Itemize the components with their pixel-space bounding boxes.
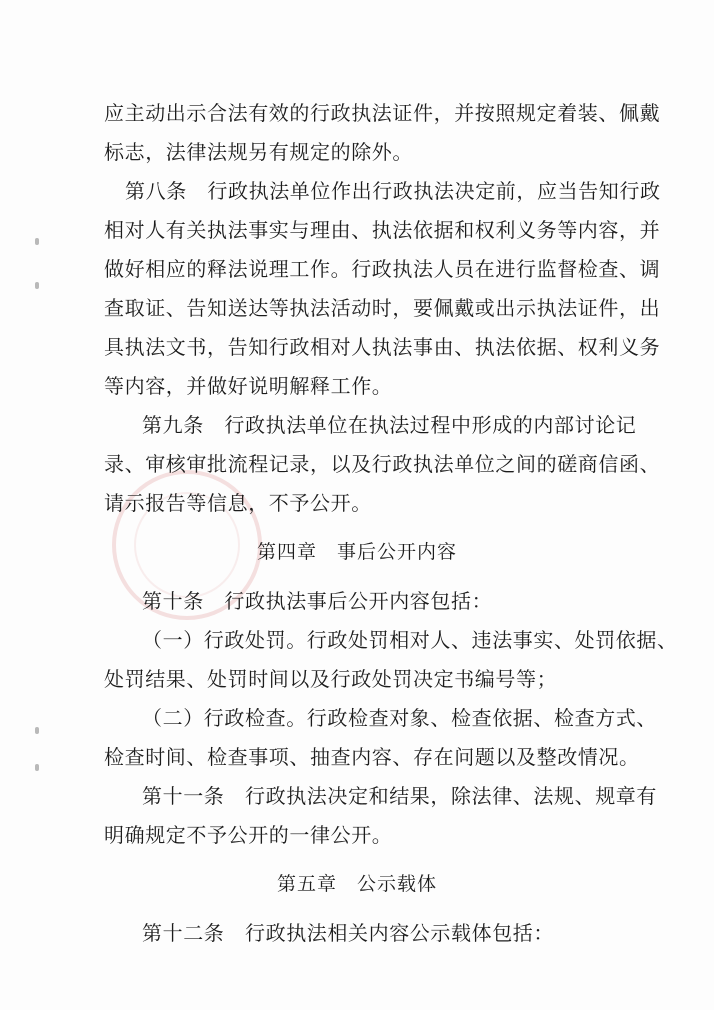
chapter-4-heading: 第四章 事后公开内容 bbox=[256, 541, 457, 563]
binding-hole-mark bbox=[35, 238, 39, 245]
chapter-5-heading: 第五章 公示载体 bbox=[276, 873, 437, 895]
body-text-line: 相对人有关执法事实与理由、执法依据和权利义务等内容，并 bbox=[104, 218, 661, 242]
article-9-line: 第九条 行政执法单位在执法过程中形成的内部讨论记 bbox=[142, 413, 637, 437]
body-text-line: 标志，法律法规另有规定的除外。 bbox=[104, 140, 413, 164]
list-item-line: （一）行政处罚。行政处罚相对人、违法事实、处罚依据、 bbox=[142, 628, 678, 652]
article-12-line: 第十二条 行政执法相关内容公示载体包括： bbox=[142, 921, 554, 945]
body-text-line: 查取证、告知送达等执法活动时，要佩戴或出示执法证件，出 bbox=[104, 296, 661, 320]
article-11-line: 第十一条 行政执法决定和结果，除法律、法规、规章有 bbox=[142, 784, 657, 808]
body-text-line: 录、审核审批流程记录，以及行政执法单位之间的磋商信函、 bbox=[104, 452, 661, 476]
article-10-line: 第十条 行政执法事后公开内容包括： bbox=[142, 589, 493, 613]
body-text-line: 请示报告等信息，不予公开。 bbox=[104, 491, 372, 515]
body-text-line: 应主动出示合法有效的行政执法证件，并按照规定着装、佩戴 bbox=[104, 101, 661, 125]
binding-hole-mark bbox=[35, 282, 39, 289]
binding-hole-mark bbox=[35, 764, 39, 771]
body-text-line: 明确规定不予公开的一律公开。 bbox=[104, 823, 393, 847]
binding-hole-mark bbox=[35, 727, 39, 734]
article-8-line: 第八条 行政执法单位作出行政执法决定前，应当告知行政 bbox=[125, 179, 661, 203]
list-item-line: （二）行政检查。行政检查对象、检查依据、检查方式、 bbox=[142, 706, 657, 730]
body-text-line: 处罚结果、处罚时间以及行政处罚决定书编号等； bbox=[104, 667, 558, 691]
body-text-line: 检查时间、检查事项、抽查内容、存在问题以及整改情况。 bbox=[104, 745, 640, 769]
body-text-line: 做好相应的释法说理工作。行政执法人员在进行监督检查、调 bbox=[104, 257, 661, 281]
body-text-line: 具执法文书，告知行政相对人执法事由、执法依据、权利义务 bbox=[104, 335, 661, 359]
body-text-line: 等内容，并做好说明解释工作。 bbox=[104, 374, 393, 398]
